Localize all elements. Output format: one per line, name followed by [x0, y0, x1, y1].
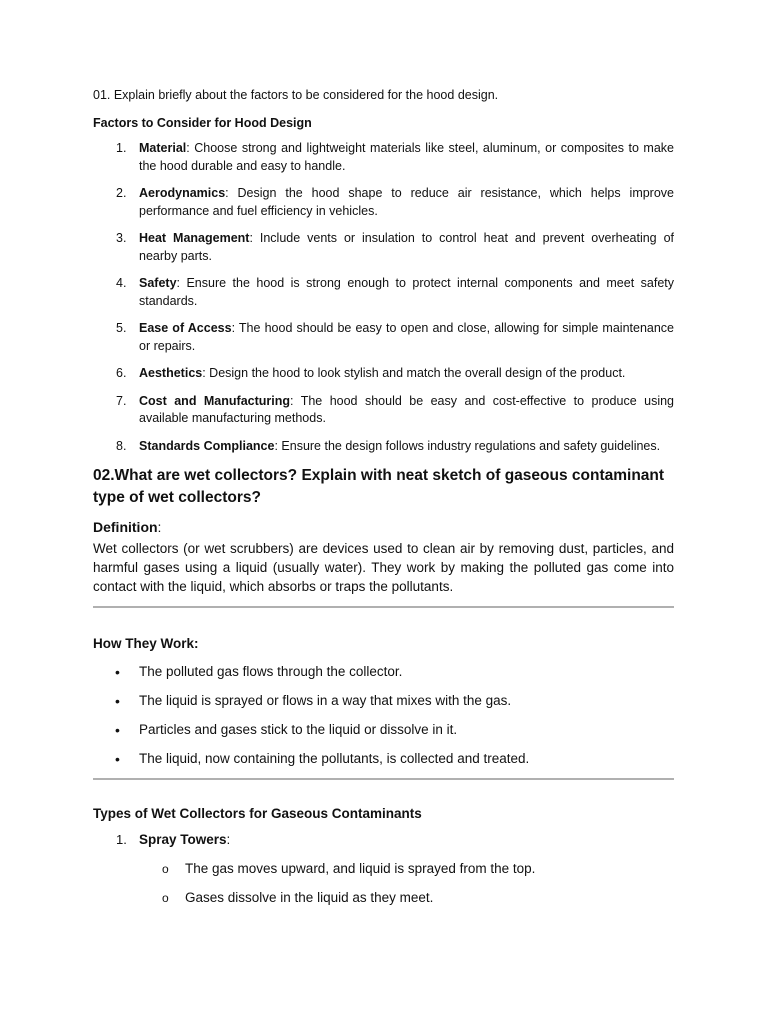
bullet-icon: • — [115, 722, 120, 738]
types-heading: Types of Wet Collectors for Gaseous Contaminants — [93, 806, 422, 821]
list-number: 2. — [116, 186, 127, 200]
list-item — [93, 365, 674, 383]
list-number: 3. — [116, 231, 127, 245]
divider — [93, 778, 674, 780]
factor-term: Standards Compliance — [139, 438, 275, 453]
bullet-icon: • — [115, 751, 120, 767]
list-item — [93, 888, 674, 908]
list-number: 4. — [116, 276, 127, 290]
bullet-icon: • — [115, 693, 120, 709]
document-page — [93, 86, 674, 917]
list-number: 8. — [116, 438, 127, 453]
how-item-text: Particles and gases stick to the liquid or dissolve in it. — [139, 722, 458, 737]
list-number: 6. — [116, 366, 127, 380]
list-item — [93, 185, 674, 220]
factor-term: Cost and Manufacturing — [139, 393, 291, 408]
definition-heading — [93, 517, 674, 537]
list-item — [93, 720, 674, 740]
question-2: 02.What are wet collectors? Explain with neat sketch of gaseous contaminant type of wet collectors? — [93, 467, 665, 506]
divider — [93, 606, 674, 608]
definition-colon: : — [157, 519, 162, 535]
sub-bullet-icon: o — [162, 891, 169, 905]
factor-term: Aerodynamics — [139, 186, 226, 200]
factor-text: : The hood should be easy to open and close, allowing for simple maintenance or repairs. — [139, 321, 675, 353]
list-item — [93, 859, 674, 879]
spray-towers-term: Spray Towers — [139, 832, 227, 847]
sub-bullet-icon: o — [162, 862, 169, 876]
how-list — [93, 662, 674, 769]
factor-term: Heat Management — [139, 231, 250, 245]
factor-text: : Ensure the hood is strong enough to protect internal components and meet safety standards. — [139, 276, 674, 308]
spray-item-text: Gases dissolve in the liquid as they meet. — [185, 890, 434, 905]
list-item — [93, 691, 674, 711]
factor-text: : Choose strong and lightweight materials like steel, aluminum, or composites to make the hood durable and easy to handle. — [139, 141, 674, 173]
definition-text: Wet collectors (or wet scrubbers) are devices used to clean air by removing dust, particles, and harmful gases using a liquid (usually water). They work by making the polluted gas come into contact with the liquid, which absorbs or traps the pollutants. — [93, 541, 674, 594]
list-number: 5. — [116, 321, 127, 335]
list-number: 7. — [116, 393, 127, 408]
list-item — [93, 140, 674, 175]
list-item — [93, 230, 674, 265]
how-item-text: The polluted gas flows through the collector. — [139, 664, 403, 679]
factor-text: : Design the hood shape to reduce air resistance, which helps improve performance and fuel efficiency in vehicles. — [139, 186, 674, 218]
factor-term: Material — [139, 141, 187, 155]
list-number: 1. — [116, 141, 127, 155]
factor-text: : Design the hood to look stylish and match the overall design of the product. — [202, 366, 626, 380]
spray-item-text: The gas moves upward, and liquid is sprayed from the top. — [185, 861, 536, 876]
factors-list — [93, 140, 674, 455]
factor-text: : Include vents or insulation to control heat and prevent overheating of nearby parts. — [139, 231, 674, 263]
factor-term: Ease of Access — [139, 321, 232, 335]
list-item — [93, 393, 674, 428]
how-item-text: The liquid is sprayed or flows in a way that mixes with the gas. — [139, 693, 512, 708]
list-item — [93, 320, 674, 355]
factor-text: : Ensure the design follows industry regulations and safety guidelines. — [274, 438, 661, 453]
spray-towers-item — [93, 830, 674, 850]
list-item — [93, 275, 674, 310]
list-item — [93, 662, 674, 682]
how-item-text: The liquid, now containing the pollutants, is collected and treated. — [139, 751, 530, 766]
spray-colon: : — [226, 832, 231, 847]
spray-sub-list — [93, 859, 674, 908]
bullet-icon: • — [115, 664, 120, 680]
factor-term: Safety — [139, 276, 177, 290]
list-item — [93, 438, 674, 456]
factor-term: Aesthetics — [139, 366, 203, 380]
question-1: 01. Explain briefly about the factors to be considered for the hood design. — [93, 88, 499, 102]
list-item — [93, 749, 674, 769]
definition-heading-text: Definition — [93, 519, 158, 535]
factors-heading: Factors to Consider for Hood Design — [93, 116, 312, 130]
list-number: 1. — [116, 832, 127, 847]
factor-text: : The hood should be easy and cost-effective to produce using available manufacturing methods. — [139, 393, 674, 425]
how-heading: How They Work: — [93, 636, 199, 651]
